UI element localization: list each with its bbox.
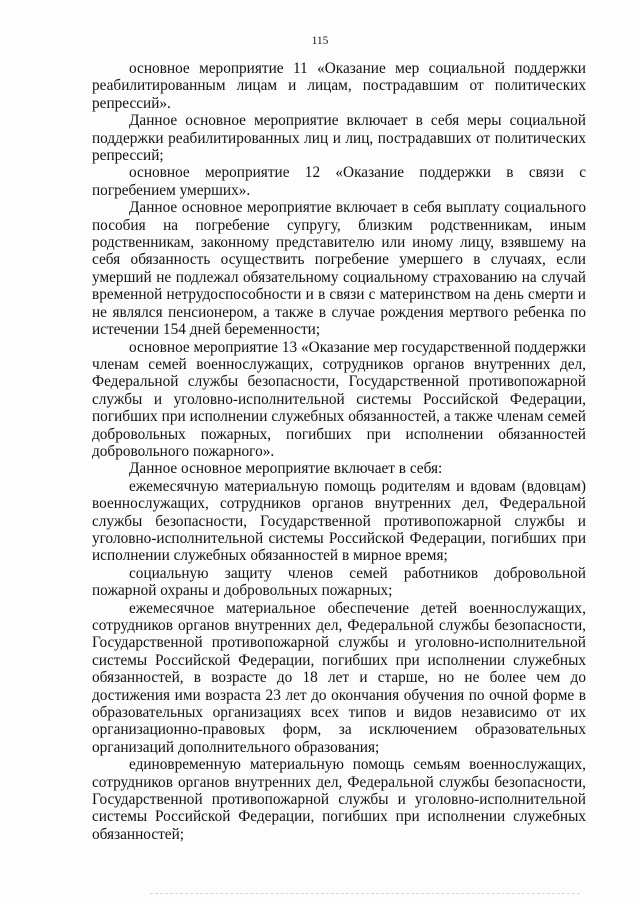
- page-number: 115: [311, 35, 329, 47]
- paragraph-measure-11: основное мероприятие 11 «Оказание мер социальной поддержки реабилитированным лицам и лицам, пострадавшим от политических репрессий».: [92, 60, 586, 112]
- paragraph-measure-13-intro: Данное основное мероприятие включает в себя:: [129, 460, 443, 478]
- paragraph-measure-11-description: Данное основное мероприятие включает в себя меры социальной поддержки реабилитированных лиц и лиц, пострадавших от политических репрессий;: [92, 112, 586, 165]
- paragraph-monthly-assistance: ежемесячную материальную помощь родителям и вдовам (вдовцам) военнослужащих, сотрудников органов внутренних дел, Федеральной службы безопасности, Государственной противопожарной службы и уголовно-исполнительной системы Российской Федерации, погибших при исполнении служебных обязанностей в мирное время;: [92, 477, 586, 565]
- paragraph-children-support: ежемесячное материальное обеспечение детей военнослужащих, сотрудников органов внутренних дел, Федеральной службы безопасности, Государственной противопожарной службы и уголовно-исполнительной системы Российской Федерации, погибших при исполнении служебных обязанностей, в возрасте до 18 лет и старше, но не более чем до достижения ими возраста 23 лет до окончания обучения по очной форме в образовательных организациях всех типов и видов независимо от их организационно-правовых форм, за исключением образовательных организаций дополнительного образования;: [92, 599, 586, 756]
- paragraph-measure-13: основное мероприятие 13 «Оказание мер государственной поддержки членам семей военнослужащих, сотрудников органов внутренних дел, Федеральной службы безопасности, Государственной противопожарной службы и уголовно-исполнительной системы Российской Федерации, погибших при исполнении служебных обязанностей, а также членам семей добровольных пожарных, погибших при исполнении обязанностей добровольного пожарного».: [92, 338, 586, 460]
- scan-edge-artifact: [150, 893, 580, 894]
- paragraph-measure-12-description: Данное основное мероприятие включает в себя выплату социального пособия на погребение супругу, близким родственникам, иным родственникам, законному представителю или иному лицу, взявшему на себя обязанность осуществить погребение умершего в случаях, если умерший не подлежал обязательному социальному страхованию на случай временной нетрудоспособности и в связи с материнством на день смерти и не являлся пенсионером, а также в случае рождения мертвого ребенка по истечении 154 дней беременности;: [92, 199, 586, 339]
- paragraph-lump-sum-assistance: единовременную материальную помощь семьям военнослужащих, сотрудников органов внутренних дел, Федеральной службы безопасности, Государственной противопожарной службы и уголовно-исполнительной системы Российской Федерации, погибших при исполнении служебных обязанностей;: [92, 756, 586, 843]
- paragraph-social-protection: социальную защиту членов семей работников добровольной пожарной охраны и добровольных пожарных;: [92, 564, 586, 600]
- document-body: [92, 60, 586, 843]
- paragraph-measure-12: основное мероприятие 12 «Оказание поддержки в связи с погребением умерших».: [92, 164, 586, 199]
